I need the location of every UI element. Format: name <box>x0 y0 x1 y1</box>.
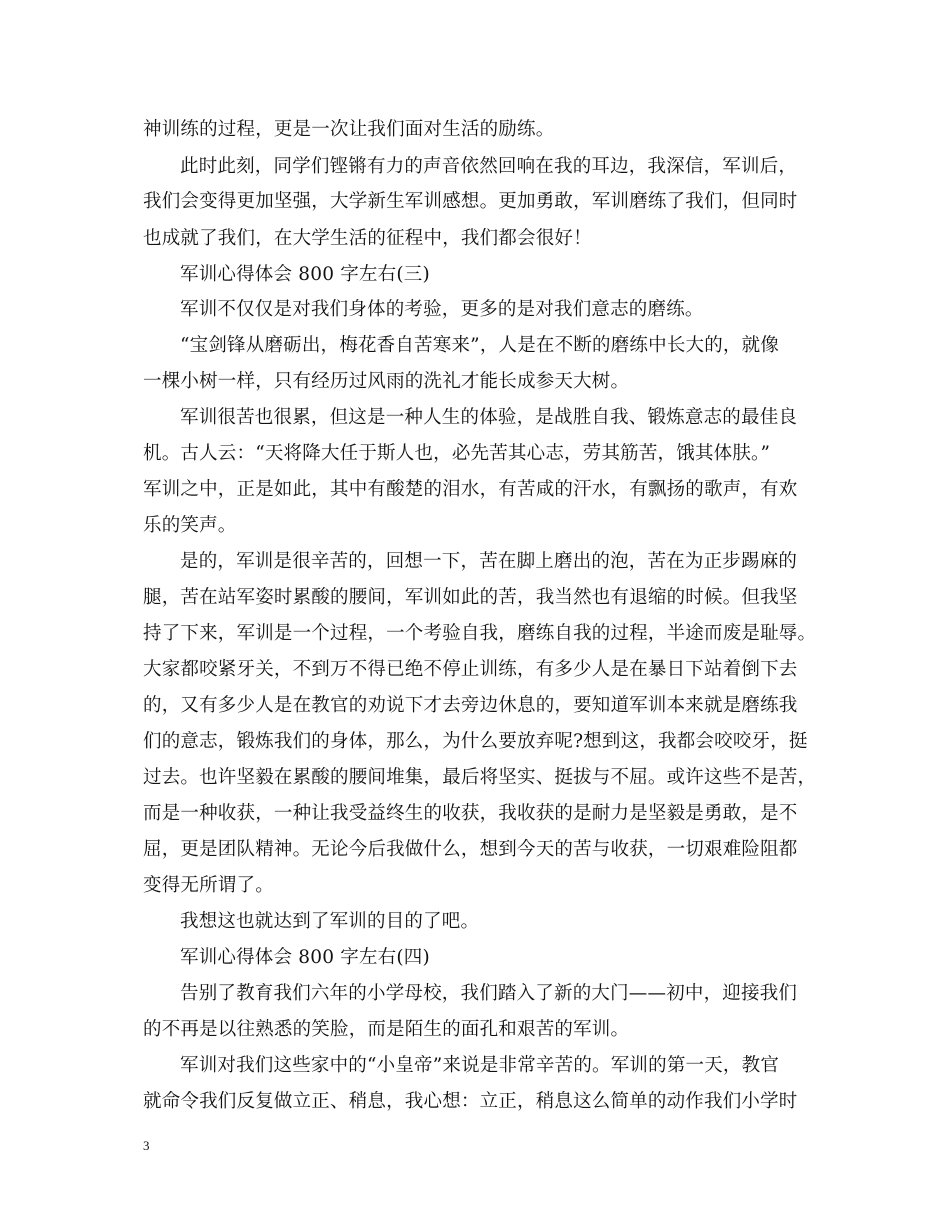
text-line: 军训之中，正是如此，其中有酸楚的泪水，有苦咸的汗水，有飘扬的歌声，有欢 <box>143 479 798 500</box>
text-line: 而是一种收获，一种让我受益终生的收获，我收获的是耐力是坚毅是勇敢，是不 <box>143 803 798 824</box>
text-line: 机。古人云：“天将降大任于斯人也，必先苦其心志，劳其筋苦，饿其体肤。” <box>143 443 771 464</box>
text-line: 神训练的过程，更是一次让我们面对生活的励练。 <box>143 119 555 140</box>
text-line: 变得无所谓了。 <box>143 875 274 896</box>
text-line: 是的，军训是很辛苦的，回想一下，苦在脚上磨出的泡，苦在为正步踢麻的 <box>180 551 798 572</box>
text-line: 我们会变得更加坚强，大学新生军训感想。更加勇敢，军训磨练了我们，但同时 <box>143 191 798 212</box>
text-line: 告别了教育我们六年的小学母校，我们踏入了新的大门——初中，迎接我们 <box>180 983 798 1004</box>
section-heading: 军训心得体会 800 字左右(四) <box>180 947 430 968</box>
text-line: 军训很苦也很累，但这是一种人生的体验，是战胜自我、锻炼意志的最佳良 <box>180 407 798 428</box>
text-line: 军训不仅仅是对我们身体的考验，更多的是对我们意志的磨练。 <box>180 299 704 320</box>
text-line: 军训对我们这些家中的“小皇帝”来说是非常辛苦的。军训的第一天，教官 <box>180 1055 780 1076</box>
page-number: 3 <box>143 1138 150 1153</box>
text-line: “宝剑锋从磨砺出，梅花香自苦寒来”，人是在不断的磨练中长大的，就像 <box>180 335 780 356</box>
text-line: 就命令我们反复做立正、稍息，我心想：立正，稍息这么简单的动作我们小学时 <box>143 1091 798 1112</box>
section-heading: 军训心得体会 800 字左右(三) <box>180 264 430 285</box>
text-line: 们的意志，锻炼我们的身体，那么，为什么要放弃呢?想到这，我都会咬咬牙，挺 <box>143 731 808 752</box>
text-line: 乐的笑声。 <box>143 515 237 536</box>
text-line: 腿，苦在站军姿时累酸的腰间，军训如此的苦，我当然也有退缩的时候。但我坚 <box>143 587 798 608</box>
text-line: 持了下来，军训是一个过程，一个考验自我，磨练自我的过程，半途而废是耻辱。 <box>143 623 817 644</box>
text-line: 一棵小树一样，只有经历过风雨的洗礼才能长成参天大树。 <box>143 371 630 392</box>
text-line: 也成就了我们，在大学生活的征程中，我们都会很好！ <box>143 228 592 249</box>
text-line: 的，又有多少人是在教官的劝说下才去旁边休息的，要知道军训本来就是磨练我 <box>143 695 798 716</box>
text-line: 屈，更是团队精神。无论今后我做什么，想到今天的苦与收获，一切艰难险阻都 <box>143 839 798 860</box>
text-line: 大家都咬紧牙关，不到万不得已绝不停止训练，有多少人是在暴日下站着倒下去 <box>143 659 798 680</box>
text-line: 过去。也许坚毅在累酸的腰间堆集，最后将坚实、挺拔与不屈。或许这些不是苦， <box>143 767 817 788</box>
text-line: 的不再是以往熟悉的笑脸，而是陌生的面孔和艰苦的军训。 <box>143 1019 630 1040</box>
text-line: 此时此刻，同学们铿锵有力的声音依然回响在我的耳边，我深信，军训后， <box>180 156 798 177</box>
text-line: 我想这也就达到了军训的目的了吧。 <box>180 911 480 932</box>
